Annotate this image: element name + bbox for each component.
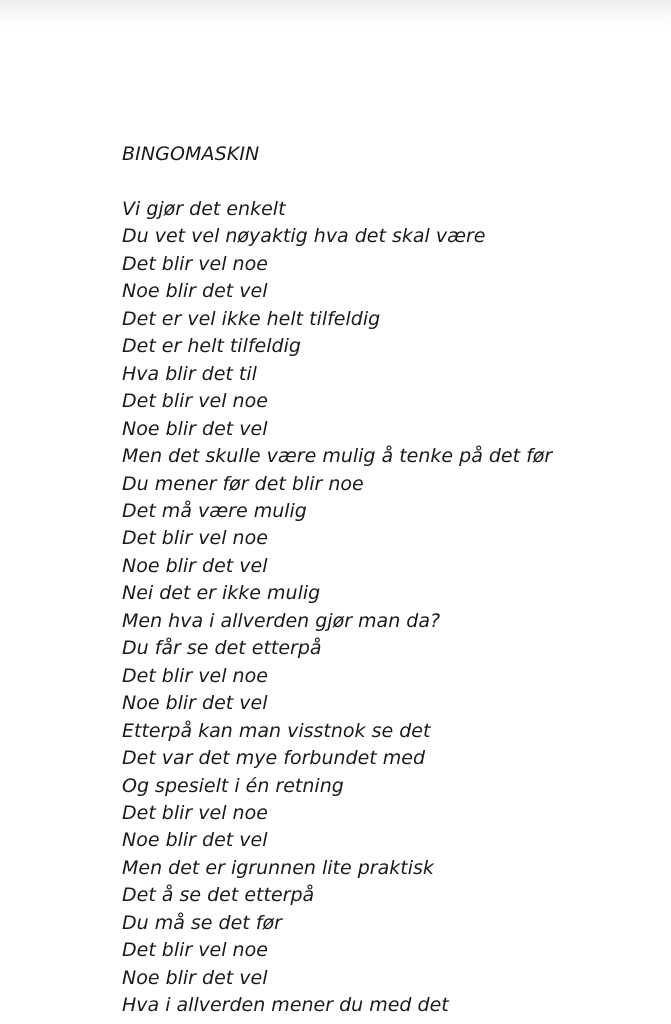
poem-line: Det blir vel noe — [122, 664, 268, 687]
poem-line: Det å se det etterpå — [122, 884, 315, 907]
poem-line: Men hva i allverden gjør man da? — [122, 609, 441, 632]
poem-line: Vi gjør det enkelt — [122, 198, 286, 220]
poem-line: Du vet vel nøyaktig hva det skal være — [122, 225, 486, 248]
poem-line: Det blir vel noe — [122, 252, 268, 275]
poem-line: Noe blir det vel — [122, 554, 268, 577]
poem-line: Du må se det før — [122, 911, 282, 934]
poem-line: Det må være mulig — [122, 499, 307, 522]
poem-line: Du får se det etterpå — [122, 637, 322, 660]
poem-line: Det blir vel noe — [122, 939, 268, 962]
poem-line: Det blir vel noe — [122, 527, 268, 550]
page-top-shadow — [0, 0, 671, 30]
poem-line: Nei det er ikke mulig — [122, 582, 321, 605]
poem-line: Men det er igrunnen lite praktisk — [122, 856, 434, 879]
poem-line: Hva blir det til — [122, 362, 257, 385]
poem-line: Du mener før det blir noe — [122, 472, 364, 495]
poem-title: BINGOMASKIN — [122, 143, 260, 165]
poem-line: Det blir vel noe — [122, 390, 268, 413]
poem-line: Noe blir det vel — [122, 966, 268, 989]
poem-line: Noe blir det vel — [122, 417, 268, 440]
poem-line: Det blir vel noe — [122, 801, 268, 824]
poem-line: Noe blir det vel — [122, 280, 268, 303]
poem-line: Det er helt tilfeldig — [122, 335, 301, 358]
poem-line: Noe blir det vel — [122, 829, 268, 852]
poem-line: Det var det mye forbundet med — [122, 747, 426, 770]
poem-line: Hva i allverden mener du med det — [122, 994, 449, 1017]
poem — [122, 141, 642, 1020]
poem-line: Og spesielt i én retning — [122, 774, 344, 797]
poem-line: Etterpå kan man visstnok se det — [122, 719, 431, 742]
poem-line: Noe blir det vel — [122, 692, 268, 715]
poem-lines — [122, 196, 642, 1020]
poem-line: Men det skulle være mulig å tenke på det før — [122, 445, 553, 468]
poem-line: Det er vel ikke helt tilfeldig — [122, 307, 381, 330]
